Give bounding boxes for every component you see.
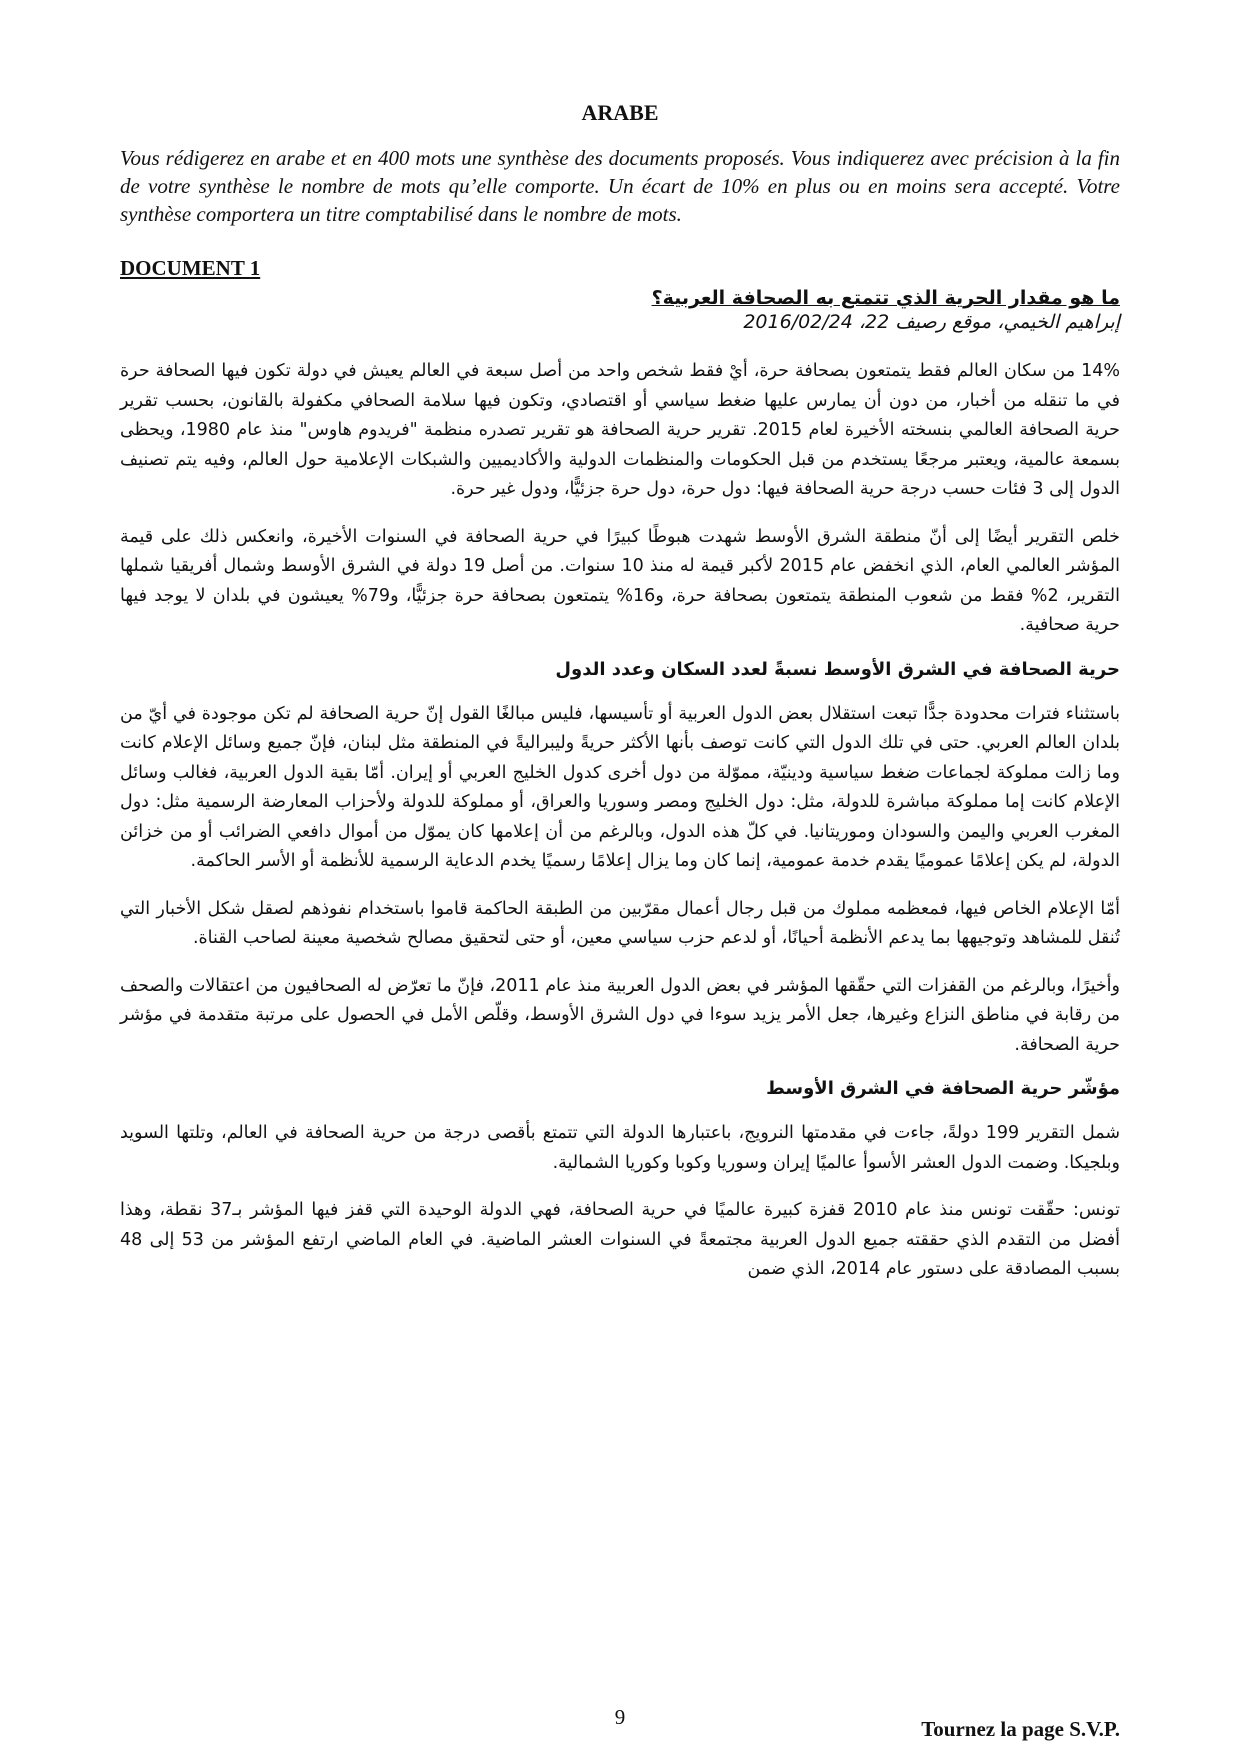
document-label: DOCUMENT 1	[120, 256, 261, 280]
article-title: ما هو مقدار الحرية الذي تتمتع به الصحافة العربية؟	[651, 287, 1120, 309]
page-number: 9	[614, 1705, 626, 1729]
page	[120, 100, 1120, 1740]
section-heading: حرية الصحافة في الشرق الأوسط نسبةً لعدد السكان وعدد الدول	[555, 658, 1120, 680]
paragraph: خلص التقرير أيضًا إلى أنّ منطقة الشرق الأوسط شهدت هبوطًا كبيرًا في حرية الصحافة في السنوات الأخيرة، وانعكس ذلك على قيمة المؤشر العالمي العام، الذي انخفض عام 2015 لأكبر قيمة له منذ 10 سنوات. من أصل 19 دولة في الشرق الأوسط وشمال أفريقيا شملها التقرير، 2% فقط من شعوب المنطقة يتمتعون بصحافة حرة، و16% يتمتعون بصحافة حرة جزئيًّا، و79% يعيشون في بلدان لا يوجد فيها حرية صحافية.	[120, 526, 1121, 635]
paragraph: شمل التقرير 199 دولةً، جاءت في مقدمتها النرويج، باعتبارها الدولة التي تتمتع بأقصى درجة من حرية الصحافة في العالم، وتلتها السويد وبلجيكا. وضمت الدول العشر الأسوأ عالميًا إيران وسوريا وكوبا وكوريا الشمالية.	[120, 1123, 1121, 1173]
paragraph: أمّا الإعلام الخاص فيها، فمعظمه مملوك من قبل رجال أعمال مقرّبين من الطبقة الحاكمة قاموا باستخدام نفوذهم لصقل شكل الأخبار التي تُنقل للمشاهد وتوجيهها بما يدعم الأنظمة أحيانًا، أو لدعم حزب سياسي معين، أو حتى لتحقيق مصالح شخصية معينة لصاحب القناة.	[120, 898, 1120, 948]
page-footer	[120, 1705, 1120, 1739]
exam-subject-title: ARABE	[581, 100, 659, 125]
paragraph: باستثناء فترات محدودة جدًّا تبعت استقلال بعض الدول العربية أو تأسيسها، فليس مبالغًا القول إنّ حرية الصحافة لم تكن موجودة في أيّ من بلدان العالم العربي. حتى في تلك الدول التي كانت توصف بأنها الأكثر حريةً وليبراليةً في المنطقة مثل لبنان، فإنّ جميع وسائل الإعلام كانت وما زالت مملوكة لجماعات ضغط سياسية ودينيّة، مموّلة من دول أخرى كدول الخليج العربي أو إيران. أمّا بقية الدول العربية، فغالب وسائل الإعلام كانت إما مملوكة مباشرة للدولة، مثل: دول الخليج ومصر وسوريا والعراق، أو مملوكة للدولة ولأحزاب المعارضة الرسمية مثل: دول المغرب العربي واليمن والسودان وموريتانيا. في كلّ هذه الدول، وبالرغم من أن إعلامها كان يموّل من أموال دافعي الضرائب أو من خزائن الدولة، لم يكن إعلامًا عموميًا يقدم خدمة عمومية، إنما كان وما يزال إعلامًا رسميًا يخدم الدعاية الرسمية للأنظمة أو الأسر الحاكمة.	[120, 703, 1120, 871]
exam-instructions: Vous rédigerez en arabe et en 400 mots une synthèse des documents proposés. Vous indiquerez avec précision à la fin de votre synthèse le nombre de mots qu’elle comporte. Un écart de 10% en plus ou en moins sera accepté. Votre synthèse comportera un titre comptabilisé dans le nombre de mots.	[120, 146, 1120, 226]
turn-page-note: Tournez la page S.V.P.	[921, 1717, 1120, 1741]
paragraph: تونس: حقّقت تونس منذ عام 2010 قفزة كبيرة عالميًا في حرية الصحافة، فهي الدولة الوحيدة التي قفز فيها المؤشر بـ37 نقطة، وهذا أفضل من التقدم الذي حققته جميع الدول العربية مجتمعةً في السنوات العشر الماضية. في العام الماضي ارتفع المؤشر من 53 إلى 48 بسبب المصادقة على دستور عام 2014، الذي ضمن	[120, 1200, 1121, 1279]
section-heading: مؤشّر حرية الصحافة في الشرق الأوسط	[766, 1078, 1120, 1099]
paragraph: 14% من سكان العالم فقط يتمتعون بصحافة حرة، أيْ فقط شخص واحد من أصل سبعة في العالم يعيش في دولة تكون فيها الصحافة حرة في ما تنقله من أخبار، من دون أن يمارس عليها ضغط سياسي أو اقتصادي، وتكون فيها سلامة الصحافي مكفولة بالقانون، بحسب تقرير حرية الصحافة العالمي بنسخته الأخيرة لعام 2015. تقرير حرية الصحافة هو تقرير تصدره منظمة "فريدوم هاوس" منذ عام 1980، ويحظى بسمعة عالمية، ويعتبر مرجعًا يستخدم من قبل الحكومات والمنظمات الدولية والأكاديميين والشبكات الإعلامية حول العالم، وفيه يتم تصنيف الدول إلى 3 فئات حسب درجة حرية الصحافة فيها: دول حرة، دول حرة جزئيًّا، ودول غير حرة.	[120, 361, 1120, 499]
paragraph: وأخيرًا، وبالرغم من القفزات التي حقّقها المؤشر في بعض الدول العربية منذ عام 2011، فإنّ ما تعرّض له الصحافيون من اعتقالات والصحف من رقابة في مناطق النزاع وغيرها، جعل الأمر يزيد سوءا في دول الشرق الأوسط، وقلّص الأمل في الحصول على مرتبة متقدمة في مؤشر حرية الصحافة.	[120, 975, 1120, 1055]
article-byline: إبراهيم الخيمي، موقع رصيف 22، 2016/02/24	[743, 311, 1120, 333]
